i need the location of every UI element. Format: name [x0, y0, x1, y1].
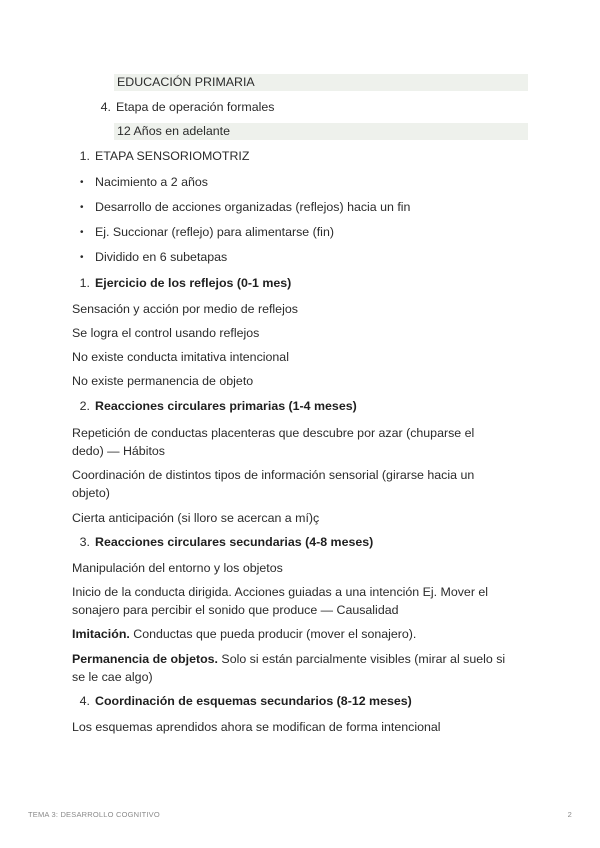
list-label: Etapa de operación formales — [116, 100, 275, 114]
paragraph: Coordinación de distintos tipos de información sensorial (girarse hacia un — [72, 468, 475, 482]
heading-number: 4. — [79, 694, 90, 708]
paragraph: No existe permanencia de objeto — [72, 374, 254, 388]
paragraph: objeto) — [72, 486, 110, 500]
heading-number: 2. — [79, 399, 90, 413]
heading-number: 3. — [79, 535, 90, 549]
page-number: 2 — [567, 810, 572, 819]
heading-label: Ejercicio de los reflejos (0-1 mes) — [95, 276, 292, 290]
list-number: 4. — [100, 100, 111, 114]
bullet-icon: • — [80, 202, 84, 213]
heading-label: Reacciones circulares secundarias (4-8 meses) — [95, 535, 374, 549]
heading-label: 12 Años en adelante — [117, 124, 230, 138]
term-imitacion: Imitación. — [72, 627, 130, 641]
bullet-icon: • — [80, 177, 84, 188]
paragraph: Manipulación del entorno y los objetos — [72, 561, 283, 575]
heading-label: EDUCACIÓN PRIMARIA — [117, 75, 255, 89]
paragraph: dedo) — Hábitos — [72, 444, 165, 458]
term-permanencia: Permanencia de objetos. — [72, 652, 218, 666]
paragraph: Sensación y acción por medio de reflejos — [72, 302, 298, 316]
heading-label: ETAPA SENSORIOMOTRIZ — [95, 149, 250, 163]
paragraph: No existe conducta imitativa intencional — [72, 350, 289, 364]
paragraph: Los esquemas aprendidos ahora se modifican de forma intencional — [72, 720, 441, 734]
bullet-text: Nacimiento a 2 años — [95, 175, 208, 189]
paragraph: Se logra el control usando reflejos — [72, 326, 260, 340]
bullet-text: Dividido en 6 subetapas — [95, 250, 228, 264]
paragraph: se le cae algo) — [72, 670, 153, 684]
heading-educacion-primaria — [114, 74, 528, 91]
paragraph: sonajero para percibir el sonido que produce — Causalidad — [72, 603, 399, 617]
heading-number: 1. — [79, 149, 90, 163]
heading-label: Coordinación de esquemas secundarios (8-12 meses) — [95, 694, 412, 708]
paragraph: Cierta anticipación (si lloro se acercan a mí)ç — [72, 511, 320, 525]
bullet-icon: • — [80, 227, 84, 238]
paragraph-text: Solo si están parcialmente visibles (mirar al suelo si — [217, 652, 506, 666]
heading-12-anos — [114, 123, 528, 140]
paragraph-text: Conductas que pueda producir (mover el sonajero). — [129, 627, 417, 641]
bullet-text: Ej. Succionar (reflejo) para alimentarse (fin) — [95, 225, 334, 239]
heading-number: 1. — [79, 276, 90, 290]
paragraph — [72, 626, 528, 643]
paragraph — [72, 651, 528, 668]
footer-title: TEMA 3: DESARROLLO COGNITIVO — [28, 810, 160, 819]
paragraph: Repetición de conductas placenteras que descubre por azar (chuparse el — [72, 426, 475, 440]
paragraph: Inicio de la conducta dirigida. Acciones guiadas a una intención Ej. Mover el — [72, 585, 489, 599]
bullet-icon: • — [80, 252, 84, 263]
bullet-text: Desarrollo de acciones organizadas (reflejos) hacia un fin — [95, 200, 411, 214]
heading-label: Reacciones circulares primarias (1-4 meses) — [95, 399, 357, 413]
